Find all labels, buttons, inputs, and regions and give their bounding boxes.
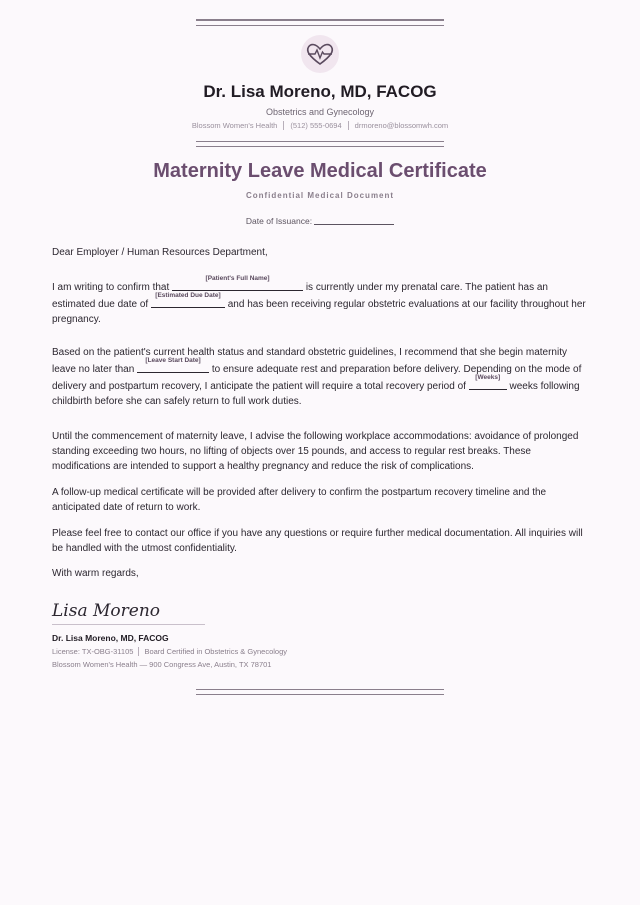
weeks-field[interactable]: [Weeks] (469, 377, 507, 390)
salutation: Dear Employer / Human Resources Department, (52, 247, 268, 258)
practice-name: Blossom Women's Health (191, 121, 278, 130)
issuance-date-field[interactable] (314, 215, 394, 225)
header-divider (196, 141, 444, 147)
signature-script: Lisa Moreno (52, 601, 161, 621)
practice-address: Blossom Women's Health — 900 Congress Ave, Austin, TX 78701 (52, 660, 272, 669)
paragraph-contact: Please feel free to contact our office if you have any questions or require further medical documentation. All inquiries will be handled with the utmost confidentiality. (52, 528, 583, 554)
paragraph-patient: I am writing to confirm that [Patient's Full Name] is currently under my prenatal care. The patient has an estimated due date of [Estimated Due Date] and has been receiving regular obstetric evaluations at our facility throughout her pregnancy. (52, 275, 586, 325)
paragraph-leave: Based on the patient's current health status and standard obstetric guidelines, I recommend that she begin maternity leave no later than [Leave Start Date] to ensure adequate rest and preparation before delivery. Depending on the mode of delivery and postpartum recovery, I anticipate the patient will require a total recovery period of [Weeks] weeks following childbirth before she can safely return to full work duties. (52, 347, 582, 407)
top-divider (196, 19, 444, 26)
leave-start-date-field[interactable]: [Leave Start Date] (137, 360, 209, 373)
board-certification: Board Certified in Obstetrics & Gynecology (144, 647, 287, 656)
issuance-label: Date of Issuance: (245, 216, 313, 226)
patient-name-field[interactable]: [Patient's Full Name] (172, 278, 303, 291)
page-title: Maternity Leave Medical Certificate (153, 160, 487, 182)
document-subtitle: Confidential Medical Document (245, 191, 395, 200)
signer-name: Dr. Lisa Moreno, MD, FACOG (52, 633, 169, 643)
doctor-name: Dr. Lisa Moreno, MD, FACOG (203, 82, 437, 101)
signer-credentials (52, 647, 287, 656)
paragraph-accommodations: Until the commencement of maternity leave, I advise the following workplace accommodations: avoidance of prolonged standing exceeding two hours, no lifting of objects over 15 pounds, and access to regular rest breaks. These modifications are intended to support a healthy pregnancy and reduce the risk of complications. (52, 431, 579, 472)
email-address: drmoreno@blossomwh.com (354, 121, 449, 130)
phone-number: (512) 555-0694 (290, 121, 342, 130)
closing: With warm regards, (52, 568, 139, 579)
issuance-date-line (0, 215, 640, 226)
heart-pulse-icon (301, 35, 339, 73)
license-number: License: TX-OBG-31105 (52, 647, 134, 656)
footer-divider (196, 689, 444, 695)
paragraph-follow-up: A follow-up medical certificate will be provided after delivery to confirm the postpartum recovery timeline and the anticipated date of return to work. (52, 487, 547, 513)
signature-line (52, 624, 205, 625)
due-date-field[interactable]: [Estimated Due Date] (151, 295, 225, 308)
contact-line (0, 121, 640, 130)
specialty: Obstetrics and Gynecology (265, 107, 375, 117)
